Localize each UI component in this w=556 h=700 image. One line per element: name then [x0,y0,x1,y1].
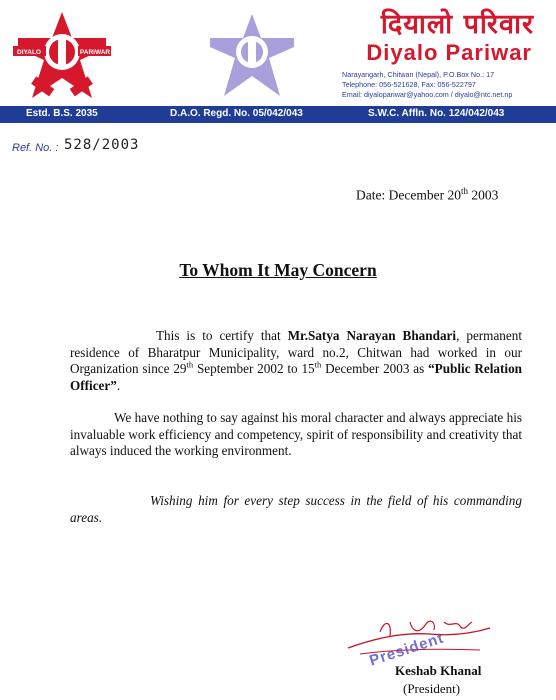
ref-number: 528/2003 [64,137,140,153]
letter-heading: To Whom It May Concern [179,260,377,280]
certificate-paragraph: This is to certify that Mr.Satya Narayan Bhandari, permanent residence of Bharatpur Municipality, ward no.2, Chitwan had worked in our Organization since 29th September 2002 to 15th December 2003 as “Public Relation Officer”. [70,328,523,393]
swc-affln-text: S.W.C. Affln. No. 124/042/043 [368,108,505,119]
signer-title: (President) [403,681,461,696]
ref-label: Ref. No. : [12,142,59,154]
employee-name: Mr.Satya Narayan Bhandari [287,328,457,343]
estd-text: Estd. B.S. 2035 [26,108,98,119]
logo-text-left: DIYALO [17,49,41,56]
employee-role: “Public Relation Officer” [70,361,523,393]
dao-regd-text: D.A.O. Regd. No. 05/042/043 [170,108,303,119]
president-stamp: President [367,629,447,670]
org-name: Diyalo Pariwar [366,40,532,65]
letter-date: Date: December 20th 2003 [356,186,499,203]
org-name-devanagari: दियालो परिवार [380,9,534,40]
registration-band [0,106,556,123]
org-email: Email: diyalopariwar@yahoo.com / diyalo@ntc.net.np [342,90,513,99]
org-logo-center [204,10,300,106]
logo-text-right: PARIWAR [79,49,111,56]
org-address: Narayangarh, Chitwan (Nepal), P.O.Box No.: 17 [342,70,495,79]
closing-paragraph: Wishing him for every step success in the field of his commanding areas. [70,493,522,525]
character-paragraph: We have nothing to say against his moral character and always appreciate his invaluable work efficiency and competency, spirit of responsibility and creativity that always induced the working environment. [70,410,522,458]
org-logo-left [10,8,114,108]
org-phone: Telephone: 056-521628, Fax: 056-522797 [342,80,476,89]
signer-name: Keshab Khanal [395,663,482,678]
